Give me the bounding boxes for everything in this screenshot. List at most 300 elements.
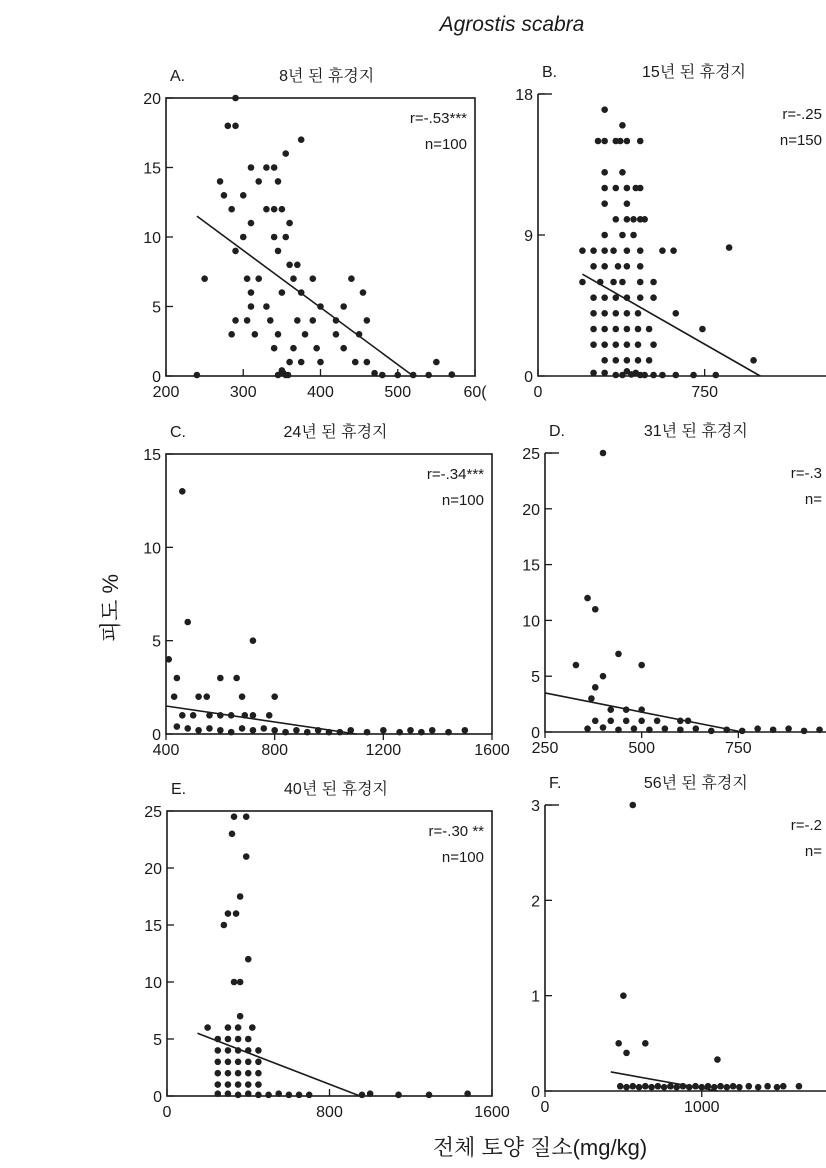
data-point xyxy=(286,262,293,269)
data-point xyxy=(184,725,191,732)
data-point xyxy=(780,1083,787,1090)
x-tick-label: 500 xyxy=(384,384,412,401)
data-point xyxy=(271,234,278,241)
data-point xyxy=(623,1050,630,1057)
regression-line xyxy=(197,1033,360,1096)
data-point xyxy=(245,1047,252,1054)
data-point xyxy=(590,294,597,301)
data-point xyxy=(286,1092,293,1099)
data-point xyxy=(294,262,301,269)
data-point xyxy=(248,164,255,171)
data-point xyxy=(275,331,282,338)
panel-5 xyxy=(144,779,510,1121)
sample-size-label: n=100 xyxy=(441,849,484,866)
y-tick-label: 10 xyxy=(522,613,540,631)
data-point xyxy=(245,956,252,963)
y-tick-label: 0 xyxy=(153,1089,162,1106)
x-tick-label: 800 xyxy=(316,1104,343,1121)
y-tick-label: 0 xyxy=(152,727,161,744)
data-point xyxy=(225,123,232,130)
data-point xyxy=(690,372,697,379)
data-point xyxy=(601,200,608,207)
data-point xyxy=(425,372,432,379)
data-point xyxy=(190,712,197,719)
y-tick-label: 5 xyxy=(152,299,161,317)
regression-line xyxy=(545,693,742,732)
data-point xyxy=(590,370,597,377)
data-point xyxy=(723,726,730,733)
data-point xyxy=(235,1036,242,1043)
data-point xyxy=(573,662,580,669)
data-point xyxy=(623,1084,630,1091)
data-point xyxy=(232,95,239,102)
data-point xyxy=(636,1084,643,1091)
data-point xyxy=(646,357,653,364)
data-point xyxy=(764,1083,771,1090)
y-tick-label: 20 xyxy=(522,501,540,519)
data-point xyxy=(590,310,597,317)
data-point xyxy=(195,693,202,700)
data-point xyxy=(255,1059,262,1066)
data-point xyxy=(638,718,645,725)
data-point xyxy=(243,853,250,860)
data-point xyxy=(615,726,622,733)
y-tick-label: 25 xyxy=(522,446,540,463)
data-point xyxy=(712,372,719,379)
data-point xyxy=(637,138,644,145)
data-point xyxy=(601,232,608,239)
data-point xyxy=(620,992,627,999)
panels xyxy=(143,62,826,1121)
regression-line xyxy=(197,216,413,376)
y-tick-label: 25 xyxy=(144,804,162,821)
data-point xyxy=(364,729,371,736)
data-point xyxy=(240,234,247,241)
data-point xyxy=(592,718,599,725)
data-point xyxy=(755,1084,762,1091)
data-point xyxy=(673,1084,680,1091)
data-point xyxy=(615,1040,622,1047)
y-tick-label: 15 xyxy=(143,160,161,178)
data-point xyxy=(225,1070,232,1077)
data-point xyxy=(359,1092,366,1099)
data-point xyxy=(255,1081,262,1088)
figure-title: Agrostis scabra xyxy=(439,13,585,36)
data-point xyxy=(595,138,602,145)
data-point xyxy=(360,289,367,296)
data-point xyxy=(693,725,700,732)
data-point xyxy=(315,727,322,734)
data-point xyxy=(304,729,311,736)
data-point xyxy=(225,1036,232,1043)
data-point xyxy=(340,345,347,352)
data-point xyxy=(730,1083,737,1090)
data-point xyxy=(601,247,608,254)
data-point xyxy=(624,357,631,364)
data-point xyxy=(275,1090,282,1097)
data-point xyxy=(239,693,246,700)
data-point xyxy=(201,275,208,282)
data-point xyxy=(692,1083,699,1090)
data-point xyxy=(165,656,172,663)
data-point xyxy=(266,712,273,719)
data-point xyxy=(650,341,657,348)
data-point xyxy=(615,651,622,658)
x-tick-label: 300 xyxy=(229,384,257,401)
data-point xyxy=(642,1040,649,1047)
data-point xyxy=(662,725,669,732)
data-point xyxy=(612,357,619,364)
data-point xyxy=(579,279,586,286)
data-point xyxy=(261,725,268,732)
data-point xyxy=(774,1084,781,1091)
y-tick-label: 10 xyxy=(143,540,161,558)
data-point xyxy=(267,317,274,324)
x-tick-label: 750 xyxy=(691,384,719,401)
panel-2 xyxy=(515,62,826,401)
data-point xyxy=(245,1081,252,1088)
data-point xyxy=(225,1090,232,1097)
data-point xyxy=(232,123,239,130)
panel-6 xyxy=(531,773,826,1116)
data-point xyxy=(245,1036,252,1043)
panel-title: 40년 된 휴경지 xyxy=(284,781,388,798)
y-tick-label: 20 xyxy=(144,861,162,878)
y-tick-label: 2 xyxy=(531,893,540,911)
data-point xyxy=(271,206,278,213)
data-point xyxy=(206,712,213,719)
data-point xyxy=(659,372,666,379)
data-point xyxy=(340,303,347,310)
data-point xyxy=(650,294,657,301)
x-tick-label: 400 xyxy=(307,384,334,401)
data-point xyxy=(296,1092,303,1099)
panel-1 xyxy=(143,66,487,401)
y-tick-label: 0 xyxy=(531,1084,540,1101)
y-tick-label: 10 xyxy=(143,230,161,247)
data-point xyxy=(667,1083,674,1090)
data-point xyxy=(245,1059,252,1066)
data-point xyxy=(237,1013,244,1020)
data-point xyxy=(648,1084,655,1091)
x-tick-label: 1000 xyxy=(683,1099,720,1116)
data-point xyxy=(231,813,238,820)
data-point xyxy=(615,263,622,270)
data-point xyxy=(624,200,631,207)
data-point xyxy=(612,372,619,379)
sample-size-label: n= xyxy=(804,843,822,860)
data-point xyxy=(745,1083,752,1090)
data-point xyxy=(217,178,224,185)
data-point xyxy=(214,1059,221,1066)
data-point xyxy=(214,1070,221,1077)
data-point xyxy=(714,1056,721,1063)
data-point xyxy=(612,185,619,192)
data-point xyxy=(624,310,631,317)
data-point xyxy=(736,1084,743,1091)
data-point xyxy=(610,247,617,254)
data-point xyxy=(225,1047,232,1054)
data-point xyxy=(326,729,333,736)
data-point xyxy=(686,1084,693,1091)
data-point xyxy=(263,206,270,213)
data-point xyxy=(248,303,255,310)
data-point xyxy=(418,729,425,736)
data-point xyxy=(433,359,440,366)
data-point xyxy=(464,1090,471,1097)
x-tick-label: 1200 xyxy=(365,742,402,759)
data-point xyxy=(250,727,257,734)
data-point xyxy=(302,331,309,338)
data-point xyxy=(282,150,289,157)
data-point xyxy=(650,372,657,379)
data-point xyxy=(282,234,289,241)
data-point xyxy=(677,726,684,733)
y-tick-label: 0 xyxy=(531,725,540,742)
data-point xyxy=(235,1059,242,1066)
data-point xyxy=(221,922,228,929)
data-point xyxy=(239,725,246,732)
y-tick-label: 9 xyxy=(524,228,533,245)
data-point xyxy=(235,1070,242,1077)
data-point xyxy=(654,718,661,725)
correlation-label: r=-.2 xyxy=(790,817,822,834)
data-point xyxy=(317,303,324,310)
data-point xyxy=(250,637,257,644)
data-point xyxy=(590,326,597,333)
panel-letter: A. xyxy=(170,68,186,85)
data-point xyxy=(194,372,201,379)
x-tick-label: 750 xyxy=(724,740,752,757)
data-point xyxy=(237,979,244,986)
data-point xyxy=(426,1092,433,1099)
data-point xyxy=(623,706,630,713)
data-point xyxy=(228,712,235,719)
data-point xyxy=(252,331,259,338)
data-point xyxy=(265,1092,272,1099)
panel-title: 24년 된 휴경지 xyxy=(283,424,388,441)
panel-title: 31년 된 휴경지 xyxy=(643,423,748,440)
data-point xyxy=(225,1081,232,1088)
y-tick-label: 15 xyxy=(522,557,540,575)
data-point xyxy=(221,192,228,199)
data-point xyxy=(271,693,278,700)
data-point xyxy=(244,275,251,282)
data-point xyxy=(313,345,320,352)
data-point xyxy=(590,341,597,348)
data-point xyxy=(237,893,244,900)
data-point xyxy=(607,706,614,713)
data-point xyxy=(724,1084,731,1091)
data-point xyxy=(635,341,642,348)
data-point xyxy=(462,727,469,734)
y-tick-label: 5 xyxy=(531,669,540,687)
data-point xyxy=(619,279,626,286)
data-point xyxy=(612,310,619,317)
data-point xyxy=(659,247,666,254)
data-point xyxy=(379,372,386,379)
data-point xyxy=(801,728,808,735)
x-tick-label: 200 xyxy=(152,384,180,401)
data-point xyxy=(225,1059,232,1066)
data-point xyxy=(705,1083,712,1090)
x-tick-label: 500 xyxy=(628,740,656,757)
data-point xyxy=(228,729,235,736)
x-tick-label: 800 xyxy=(261,742,289,759)
data-point xyxy=(174,675,181,682)
data-point xyxy=(699,326,706,333)
data-point xyxy=(395,1092,402,1099)
correlation-label: r=-.34*** xyxy=(426,466,484,483)
data-point xyxy=(612,294,619,301)
data-point xyxy=(726,244,733,251)
x-tick-label: 60( xyxy=(463,384,487,401)
data-point xyxy=(708,728,715,735)
data-point xyxy=(337,729,344,736)
data-point xyxy=(624,341,631,348)
data-point xyxy=(174,723,181,730)
data-point xyxy=(646,726,653,733)
data-point xyxy=(816,726,823,733)
data-point xyxy=(601,294,608,301)
data-point xyxy=(279,206,286,213)
panel-title: 8년 된 휴경지 xyxy=(279,68,375,85)
data-point xyxy=(364,317,371,324)
x-tick-label: 400 xyxy=(152,742,180,759)
data-point xyxy=(642,1083,649,1090)
data-point xyxy=(601,138,608,145)
data-point xyxy=(235,1092,242,1099)
data-point xyxy=(255,178,262,185)
data-point xyxy=(293,727,300,734)
data-point xyxy=(698,1084,705,1091)
data-point xyxy=(228,206,235,213)
data-point xyxy=(612,216,619,223)
data-point xyxy=(624,326,631,333)
data-point xyxy=(214,1081,221,1088)
data-point xyxy=(617,138,624,145)
data-point xyxy=(179,488,186,495)
data-point xyxy=(298,136,305,143)
data-point xyxy=(624,138,631,145)
data-point xyxy=(356,331,363,338)
data-point xyxy=(601,370,608,377)
data-point xyxy=(364,359,371,366)
data-point xyxy=(244,317,251,324)
data-point xyxy=(770,726,777,733)
data-point xyxy=(245,1090,252,1097)
x-tick-label: 250 xyxy=(531,740,559,757)
data-point xyxy=(637,294,644,301)
data-point xyxy=(232,317,239,324)
data-point xyxy=(624,263,631,270)
data-point xyxy=(352,359,359,366)
panel-letter: B. xyxy=(542,64,558,81)
data-point xyxy=(286,359,293,366)
axes-frame xyxy=(545,805,826,1091)
data-point xyxy=(672,310,679,317)
data-point xyxy=(348,275,355,282)
data-point xyxy=(290,345,297,352)
data-point xyxy=(333,317,340,324)
data-point xyxy=(646,326,653,333)
data-point xyxy=(670,247,677,254)
data-point xyxy=(263,164,270,171)
data-point xyxy=(601,357,608,364)
data-point xyxy=(601,185,608,192)
data-point xyxy=(638,706,645,713)
data-point xyxy=(347,727,354,734)
data-point xyxy=(233,675,240,682)
data-point xyxy=(739,728,746,735)
sample-size-label: n=100 xyxy=(424,136,467,153)
data-point xyxy=(285,372,292,379)
data-point xyxy=(317,359,324,366)
data-point xyxy=(650,279,657,286)
data-point xyxy=(232,248,239,255)
data-point xyxy=(255,1047,262,1054)
data-point xyxy=(449,371,456,378)
data-point xyxy=(601,341,608,348)
data-point xyxy=(214,1036,221,1043)
data-point xyxy=(380,727,387,734)
data-point xyxy=(655,1083,662,1090)
correlation-label: r=-.3 xyxy=(790,465,822,482)
data-point xyxy=(271,164,278,171)
sample-size-label: n= xyxy=(804,491,822,508)
data-point xyxy=(225,910,232,917)
data-point xyxy=(601,310,608,317)
data-point xyxy=(661,1084,668,1091)
y-axis-label: 피도 % xyxy=(98,573,123,643)
data-point xyxy=(225,1024,232,1031)
data-point xyxy=(597,279,604,286)
data-point xyxy=(229,831,236,838)
panel-title: 56년 된 휴경지 xyxy=(643,775,748,792)
data-point xyxy=(607,718,614,725)
data-point xyxy=(275,372,282,379)
data-point xyxy=(796,1083,803,1090)
data-point xyxy=(255,275,262,282)
y-tick-label: 3 xyxy=(531,798,540,815)
data-point xyxy=(255,1092,262,1099)
data-point xyxy=(243,813,250,820)
data-point xyxy=(171,693,178,700)
data-point xyxy=(396,729,403,736)
data-point xyxy=(680,1083,687,1090)
data-point xyxy=(235,1024,242,1031)
y-tick-label: 15 xyxy=(144,918,162,935)
panel-letter: F. xyxy=(549,775,562,792)
data-point xyxy=(624,216,631,223)
data-point xyxy=(217,712,224,719)
data-point xyxy=(263,303,270,310)
x-tick-label: 1600 xyxy=(474,742,510,759)
data-point xyxy=(754,725,761,732)
data-point xyxy=(635,357,642,364)
panel-letter: E. xyxy=(171,781,187,798)
panel-letter: C. xyxy=(170,424,186,441)
y-tick-label: 15 xyxy=(143,447,161,464)
data-point xyxy=(590,263,597,270)
data-point xyxy=(445,729,452,736)
y-tick-label: 10 xyxy=(144,975,162,992)
data-point xyxy=(579,247,586,254)
data-point xyxy=(637,263,644,270)
data-point xyxy=(750,357,757,364)
data-point xyxy=(677,718,684,725)
data-point xyxy=(279,289,286,296)
